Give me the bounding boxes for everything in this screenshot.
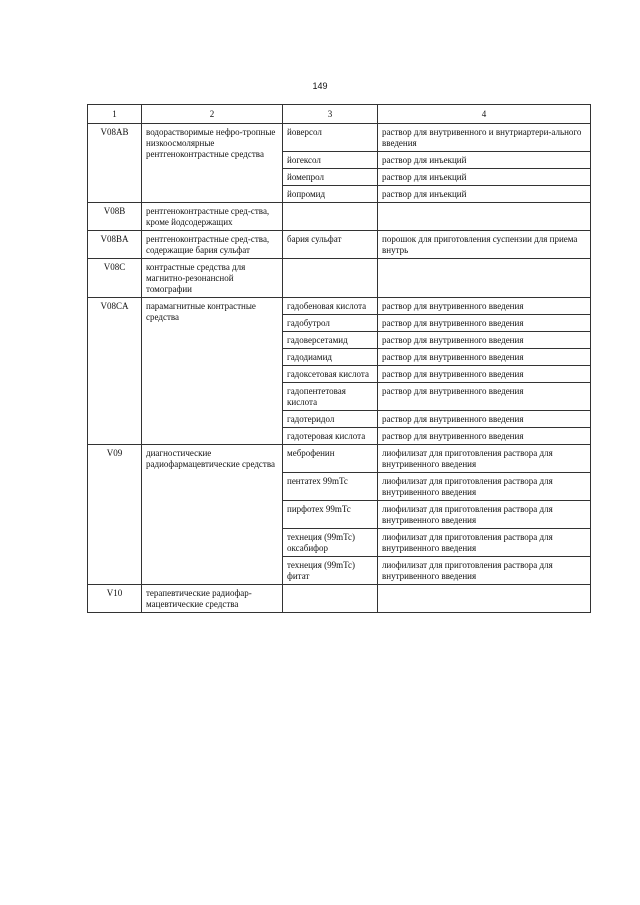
dosage-form-cell: раствор для инъекций bbox=[378, 169, 591, 186]
drug-name-cell: пирфотех 99mTc bbox=[283, 501, 378, 529]
drug-name-cell: гадодиамид bbox=[283, 349, 378, 366]
table-row bbox=[88, 445, 591, 473]
group-name-cell: парамагнитные контрастные средства bbox=[142, 298, 283, 445]
group-name-cell: водорастворимые нефро-тропные низкоосмолярные рентгеноконтрастные средства bbox=[142, 124, 283, 203]
dosage-form-cell: раствор для внутривенного введения bbox=[378, 411, 591, 428]
dosage-form-cell: лиофилизат для приготовления раствора для внутривенного введения bbox=[378, 557, 591, 585]
group-name-cell: рентгеноконтрастные сред-ства, содержащие бария сульфат bbox=[142, 231, 283, 259]
drug-name-cell bbox=[283, 203, 378, 231]
drug-name-cell: меброфенин bbox=[283, 445, 378, 473]
table-row bbox=[88, 298, 591, 315]
drug-name-cell: гадоксетовая кислота bbox=[283, 366, 378, 383]
atc-code-cell: V08C bbox=[88, 259, 142, 298]
dosage-form-cell: раствор для инъекций bbox=[378, 186, 591, 203]
drug-classification-table bbox=[87, 104, 591, 613]
drug-name-cell: технеция (99mTc) оксабифор bbox=[283, 529, 378, 557]
column-header-2: 2 bbox=[142, 105, 283, 124]
table-row bbox=[88, 231, 591, 259]
drug-name-cell bbox=[283, 259, 378, 298]
drug-name-cell: гадобеновая кислота bbox=[283, 298, 378, 315]
table-body bbox=[88, 124, 591, 613]
drug-name-cell: технеция (99mTc) фитат bbox=[283, 557, 378, 585]
dosage-form-cell: раствор для внутривенного введения bbox=[378, 383, 591, 411]
dosage-form-cell: раствор для инъекций bbox=[378, 152, 591, 169]
dosage-form-cell: раствор для внутривенного введения bbox=[378, 428, 591, 445]
drug-name-cell: йоверсол bbox=[283, 124, 378, 152]
dosage-form-cell: раствор для внутривенного введения bbox=[378, 315, 591, 332]
drug-name-cell: гадотеридол bbox=[283, 411, 378, 428]
drug-name-cell bbox=[283, 585, 378, 613]
drug-name-cell: пентатех 99mTc bbox=[283, 473, 378, 501]
dosage-form-cell bbox=[378, 203, 591, 231]
drug-name-cell: гадобутрол bbox=[283, 315, 378, 332]
dosage-form-cell: лиофилизат для приготовления раствора для внутривенного введения bbox=[378, 529, 591, 557]
dosage-form-cell: раствор для внутривенного введения bbox=[378, 366, 591, 383]
dosage-form-cell: лиофилизат для приготовления раствора для внутривенного введения bbox=[378, 473, 591, 501]
column-header-4: 4 bbox=[378, 105, 591, 124]
drug-name-cell: йопромид bbox=[283, 186, 378, 203]
drug-name-cell: гадоверсетамид bbox=[283, 332, 378, 349]
dosage-form-cell: раствор для внутривенного и внутриартери-ального введения bbox=[378, 124, 591, 152]
group-name-cell: рентгеноконтрастные сред-ства, кроме йодсодержащих bbox=[142, 203, 283, 231]
drug-name-cell: йомепрол bbox=[283, 169, 378, 186]
column-header-1: 1 bbox=[88, 105, 142, 124]
group-name-cell: терапевтические радиофар-мацевтические средства bbox=[142, 585, 283, 613]
drug-name-cell: гадотеровая кислота bbox=[283, 428, 378, 445]
atc-code-cell: V08BA bbox=[88, 231, 142, 259]
atc-code-cell: V08B bbox=[88, 203, 142, 231]
dosage-form-cell: раствор для внутривенного введения bbox=[378, 349, 591, 366]
page-number: 149 bbox=[312, 81, 328, 91]
table-row bbox=[88, 124, 591, 152]
dosage-form-cell bbox=[378, 585, 591, 613]
column-header-3: 3 bbox=[283, 105, 378, 124]
drug-name-cell: бария сульфат bbox=[283, 231, 378, 259]
dosage-form-cell: лиофилизат для приготовления раствора для внутривенного введения bbox=[378, 445, 591, 473]
table-row bbox=[88, 585, 591, 613]
header-row bbox=[88, 105, 591, 124]
group-name-cell: контрастные средства для магнитно-резонансной томографии bbox=[142, 259, 283, 298]
atc-code-cell: V10 bbox=[88, 585, 142, 613]
drug-name-cell: йогексол bbox=[283, 152, 378, 169]
dosage-form-cell bbox=[378, 259, 591, 298]
drug-name-cell: гадопентетовая кислота bbox=[283, 383, 378, 411]
dosage-form-cell: лиофилизат для приготовления раствора для внутривенного введения bbox=[378, 501, 591, 529]
atc-code-cell: V08CA bbox=[88, 298, 142, 445]
group-name-cell: диагностические радиофармацевтические средства bbox=[142, 445, 283, 585]
dosage-form-cell: раствор для внутривенного введения bbox=[378, 298, 591, 315]
atc-code-cell: V08AB bbox=[88, 124, 142, 203]
atc-code-cell: V09 bbox=[88, 445, 142, 585]
dosage-form-cell: порошок для приготовления суспензии для приема внутрь bbox=[378, 231, 591, 259]
table-row bbox=[88, 203, 591, 231]
dosage-form-cell: раствор для внутривенного введения bbox=[378, 332, 591, 349]
table-row bbox=[88, 259, 591, 298]
